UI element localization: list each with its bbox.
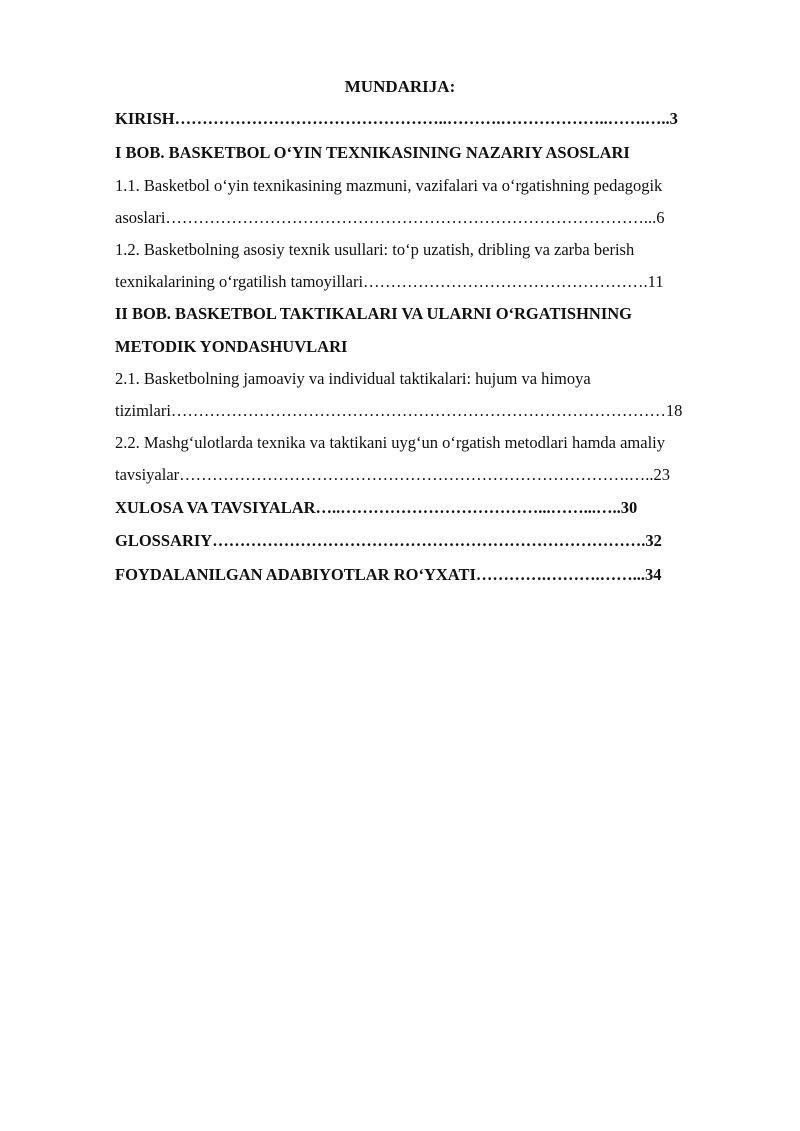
toc-entry-2-1-line-1: 2.1. Basketbolning jamoaviy va individual taktikalari: hujum va himoya [115,369,591,388]
toc-title: MUNDARIJA: [344,77,456,96]
toc-entry-adabiyotlar: FOYDALANILGAN ADABIYOTLAR RO‘YXATI………….……….……...34 [115,565,662,584]
toc-entry-1-1-line-1: 1.1. Basketbol o‘yin texnikasining mazmuni, vazifalari va o‘rgatishning pedagogik [115,176,663,195]
toc-entry-1-2-line-2: texnikalarining o‘rgatilish tamoyillari…………………………………………….11 [115,272,664,291]
toc-chapter-2-heading-line-1: II BOB. BASKETBOL TAKTIKALARI VA ULARNI O‘RGATISHNING [115,304,632,323]
toc-entry-kirish: KIRISH…………………………………………..……….………………..…….…..3 [115,109,678,128]
toc-chapter-2-heading-line-2: METODIK YONDASHUVLARI [115,337,348,356]
toc-entry-1-1-line-2: asoslari……………………………………………………………………………...6 [115,208,665,227]
toc-entry-2-1-line-2: tizimlari………………………………………………………………………………18 [115,401,683,420]
toc-entry-2-2-line-1: 2.2. Mashg‘ulotlarda texnika va taktikani uyg‘un o‘rgatish metodlari hamda amaliy [115,433,666,452]
toc-entry-glossariy: GLOSSARIY…………………………………………………………………….32 [115,531,662,550]
toc-entry-xulosa: XULOSA VA TAVSIYALAR…..………………………………...……...…..30 [115,498,638,517]
toc-chapter-1-heading: I BOB. BASKETBOL O‘YIN TEXNIKASINING NAZARIY ASOSLARI [115,143,630,162]
toc-entry-2-2-line-2: tavsiyalar……………………………………………………………………….…..23 [115,465,671,484]
toc-entry-1-2-line-1: 1.2. Basketbolning asosiy texnik usullari: to‘p uzatish, dribling va zarba berish [115,240,635,259]
